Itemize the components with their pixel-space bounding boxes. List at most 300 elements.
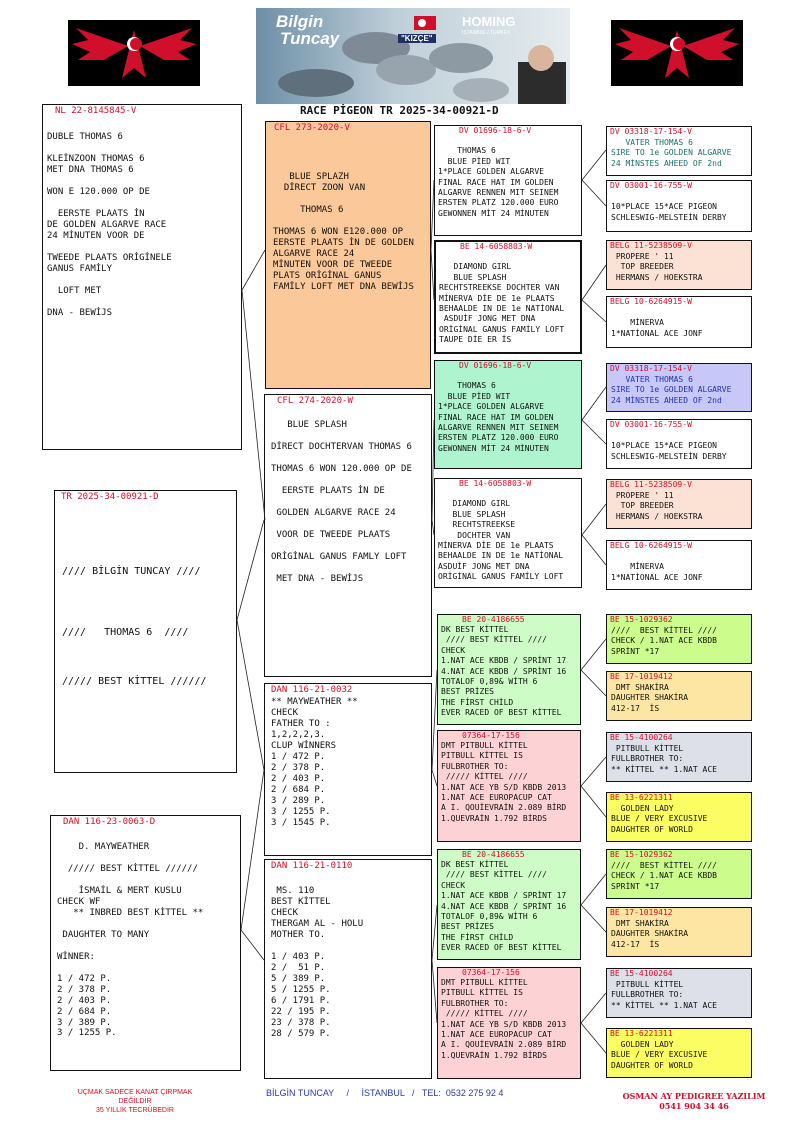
text-line: MİNERVA bbox=[611, 562, 664, 572]
gen4-text bbox=[611, 861, 717, 892]
text-line: EERSTE PLAATS İN bbox=[47, 208, 145, 219]
text-line: ** INBRED BEST KİTTEL ** bbox=[57, 907, 204, 918]
text-line: 2 / 403 P. bbox=[57, 995, 112, 1006]
gen4-ring: BELG 10-6264915-W bbox=[610, 297, 692, 306]
text-line: BLUE PİED WIT bbox=[438, 391, 511, 401]
text-line bbox=[611, 192, 727, 202]
text-line: SIRE TO 1e GOLDEN ALGARVE bbox=[611, 148, 732, 158]
top-left-card bbox=[42, 104, 242, 450]
gen4-card bbox=[606, 968, 752, 1018]
text-line: EVER RACED OF BEST KİTTEL bbox=[441, 708, 562, 718]
text-line: DMT SHAKİRA bbox=[611, 919, 669, 928]
connector-line bbox=[241, 930, 264, 960]
text-line bbox=[62, 664, 207, 676]
gen4-card bbox=[606, 180, 752, 232]
text-line bbox=[271, 453, 412, 464]
text-line bbox=[47, 275, 172, 286]
text-line: THOMAS 6 bbox=[273, 204, 344, 215]
text-line: ///// BEST KİTTEL ////// bbox=[62, 675, 207, 687]
gen3-card bbox=[437, 614, 581, 725]
gen4-text bbox=[611, 431, 727, 462]
text-line bbox=[438, 371, 558, 381]
dam-text bbox=[271, 409, 412, 585]
text-line: DİRECT ZOON VAN bbox=[273, 182, 366, 193]
text-line: ** MAYWEATHER ** bbox=[271, 697, 358, 707]
gen4-ring: BE 15-4100264 bbox=[610, 733, 673, 742]
footer-left bbox=[60, 1089, 210, 1115]
footer-contact: BİLGİN TUNCAY / İSTANBUL / TEL: 0532 275 92 4 bbox=[266, 1088, 504, 1098]
text-line bbox=[62, 615, 207, 627]
text-line bbox=[271, 875, 363, 886]
text-line: PROPERE ' 11 bbox=[611, 491, 674, 500]
text-line: 1.NAT ACE KBDB / SPRİNT 17 bbox=[441, 656, 567, 666]
top-left-text bbox=[47, 132, 172, 318]
sd-ring: DAN 116-21-0110 bbox=[271, 861, 353, 871]
gen4-ring: BELG 11-5238509-V bbox=[610, 241, 692, 250]
text-line: MET DNA THOMAS 6 bbox=[47, 164, 134, 175]
text-line: FINAL RACE HAT IM GOLDEN bbox=[438, 412, 554, 422]
connector-line bbox=[581, 639, 606, 670]
text-line: FULLBROTHER TO: bbox=[611, 990, 684, 1000]
connector-line bbox=[237, 520, 264, 620]
gen4-ring: BE 13-6221311 bbox=[610, 793, 673, 802]
text-line: 6 / 1791 P. bbox=[271, 995, 331, 1006]
page-title: RACE PİGEON TR 2025-34-00921-D bbox=[300, 104, 499, 117]
text-line: MS. 110 bbox=[271, 885, 315, 896]
text-line: DAUGHTER SHAKİRA bbox=[611, 693, 689, 703]
gen4-text bbox=[611, 138, 731, 169]
text-line: CHECK bbox=[441, 880, 466, 890]
text-line: 1.NAT ACE EUROPACUP CAT bbox=[441, 1029, 552, 1039]
gen3-text bbox=[441, 741, 566, 824]
text-line: 2 / 684 P. bbox=[271, 784, 326, 795]
gen4-ring: BELG 10-6264915-W bbox=[610, 541, 692, 550]
connector-line bbox=[581, 905, 606, 932]
connector-line bbox=[237, 620, 264, 770]
text-line: DMT PITBULL KİTTEL bbox=[441, 741, 528, 750]
text-line: FATHER TO : bbox=[271, 718, 331, 729]
text-line: MİNERVA DİE DE 1e PLAATS bbox=[438, 540, 554, 550]
text-line bbox=[271, 941, 363, 952]
gen4-card bbox=[606, 792, 752, 842]
dam-card bbox=[264, 394, 432, 677]
text-line: THE FİRST CHİLD bbox=[441, 932, 514, 942]
text-line: 1*PLACE GOLDEN ALGARVE bbox=[438, 167, 544, 177]
gen4-card bbox=[606, 1028, 752, 1078]
right-eagle-emblem bbox=[611, 20, 743, 86]
gen4-ring: BELG 11-5238509-V bbox=[610, 480, 692, 489]
gen3-card bbox=[437, 849, 581, 960]
text-line: 1.QUEVRAİN 1.792 BİRDS bbox=[441, 813, 547, 823]
connector-line bbox=[581, 757, 606, 786]
text-line: ///// KİTTEL //// bbox=[441, 1009, 528, 1019]
text-line bbox=[273, 216, 414, 227]
text-line: MİNERVA DİE DE 1e PLAATS bbox=[439, 293, 555, 303]
text-line bbox=[47, 143, 172, 154]
text-line: GANUS FAMİLY bbox=[47, 263, 113, 274]
text-line: BLUE SPLASH bbox=[439, 272, 507, 282]
gen3-text bbox=[441, 978, 566, 1061]
text-line: A I. QOUİEVRAİN 2.089 BİRD bbox=[441, 803, 567, 813]
text-line: THE FİRST CHİLD bbox=[441, 697, 514, 707]
gen3-text bbox=[441, 860, 566, 954]
text-line: 24 MİNSTES AHEED OF 2nd bbox=[611, 158, 722, 168]
text-line: PITBULL KİTTEL IS bbox=[441, 751, 523, 761]
text-line: HERMANS / HOEKSTRA bbox=[611, 272, 703, 282]
text-line: TAUPE DİE ER İS bbox=[439, 335, 512, 345]
text-line bbox=[439, 252, 564, 262]
text-line bbox=[438, 489, 563, 499]
text-line: //// BEST KİTTEL //// bbox=[441, 635, 547, 645]
gen4-text bbox=[611, 1040, 707, 1071]
footer-left-line2: DEĞİLDİR bbox=[118, 1097, 152, 1105]
text-line: DE GOLDEN ALGARVE RACE bbox=[47, 219, 167, 230]
text-line: 2 / 378 P. bbox=[271, 762, 326, 773]
gen4-card bbox=[606, 363, 752, 412]
gen4-card bbox=[606, 296, 752, 348]
text-line: GOLDEN LADY bbox=[611, 1040, 674, 1049]
text-line: 2 / 684 P. bbox=[57, 1006, 112, 1017]
text-line bbox=[438, 136, 558, 146]
text-line: 1.NAT ACE YB S/D KBDB 2013 bbox=[441, 782, 567, 792]
gen3-card bbox=[434, 240, 582, 354]
text-line: 1.QUEVRAİN 1.792 BİRDS bbox=[441, 1050, 547, 1060]
text-line: CLUP WİNNERS bbox=[271, 740, 337, 751]
text-line: 1.NAT ACE KBDB / SPRİNT 17 bbox=[441, 891, 567, 901]
text-line: ASDUİF JONG MET DNA bbox=[438, 561, 530, 571]
connector-line bbox=[581, 786, 606, 817]
connector-line bbox=[582, 535, 606, 565]
banner-name-last: Tuncay bbox=[280, 29, 340, 48]
text-line: ORİGİNAL GANUS FAMİLY LOFT bbox=[438, 572, 564, 582]
text-line: //// BEST KİTTEL //// bbox=[611, 626, 717, 635]
connector-line bbox=[582, 387, 606, 420]
connector-line bbox=[242, 290, 265, 520]
text-line: RECHTSTREEKSE bbox=[438, 520, 516, 530]
text-line: CHECK / 1.NAT ACE KBDB bbox=[611, 636, 717, 646]
main-pigeon-card bbox=[54, 490, 237, 773]
gen4-ring: BE 15-4100264 bbox=[610, 969, 673, 978]
connector-line bbox=[241, 770, 264, 930]
text-line: //// BEST KİTTEL //// bbox=[441, 870, 547, 880]
gen4-text bbox=[611, 491, 703, 522]
gen4-ring: DV 03001-16-755-W bbox=[610, 181, 692, 190]
text-line: THERGAM AL - HOLU bbox=[271, 918, 364, 929]
gen4-ring: BE 17-1019412 bbox=[610, 908, 673, 917]
gen4-card bbox=[606, 240, 752, 290]
text-line: FAMİLY LOFT MET DNA BEWİJS bbox=[273, 281, 414, 292]
text-line bbox=[271, 519, 412, 530]
text-line: VATER THOMAS 6 bbox=[611, 138, 693, 147]
text-line bbox=[62, 639, 207, 651]
text-line: BLUE / VERY EXCUSIVE bbox=[611, 814, 708, 824]
text-line: DOCHTER VAN bbox=[438, 530, 511, 540]
text-line: BEST PRİZES bbox=[441, 687, 494, 697]
text-line: //// BEST KİTTEL //// bbox=[611, 861, 717, 870]
banner-homing: HOMING bbox=[462, 14, 516, 29]
text-line bbox=[611, 552, 703, 562]
text-line bbox=[271, 541, 412, 552]
text-line: SPRİNT *17 bbox=[611, 881, 660, 891]
text-line bbox=[273, 194, 414, 205]
dam-bottom-text bbox=[57, 842, 203, 1039]
text-line bbox=[47, 176, 172, 187]
eagle-icon bbox=[68, 20, 200, 86]
text-line bbox=[47, 242, 172, 253]
text-line: VOOR DE TWEEDE PLAATS bbox=[271, 529, 391, 540]
banner-subtitle: ISTANBUL / TURKEY bbox=[462, 30, 511, 36]
text-line bbox=[271, 497, 412, 508]
text-line bbox=[271, 563, 412, 574]
text-line: CHECK bbox=[441, 645, 466, 655]
text-line: //// THOMAS 6 //// bbox=[62, 626, 189, 638]
text-line: 1*PLACE GOLDEN ALGARVE bbox=[438, 402, 544, 412]
text-line: FULLBROTHER TO: bbox=[611, 754, 684, 764]
gen4-card bbox=[606, 671, 752, 721]
gen4-ring: BE 15-1029362 bbox=[610, 615, 673, 624]
text-line: FINAL RACE HAT IM GOLDEN bbox=[438, 177, 554, 187]
gen3-ring: DV 01696-18-6-V bbox=[459, 361, 532, 370]
text-line: DAUGHTER TO MANY bbox=[57, 929, 150, 940]
text-line: 3 / 289 P. bbox=[271, 795, 326, 806]
text-line: SIRE TO 1e GOLDEN ALGARVE bbox=[611, 385, 732, 395]
text-line: ASDUİF JONG MET DNA bbox=[439, 314, 536, 324]
footer-left-line3: 35 YILLIK TECRÜBEDİR bbox=[96, 1106, 174, 1114]
gen4-text bbox=[611, 626, 717, 657]
text-line: A I. QOUİEVRAİN 2.089 BİRD bbox=[441, 1040, 567, 1050]
gen3-ring: BE 20-4186655 bbox=[462, 615, 525, 624]
gen3-card bbox=[437, 730, 581, 842]
sire-text bbox=[273, 150, 414, 293]
text-line: BLUE SPLAZH bbox=[273, 171, 349, 182]
gen3-text bbox=[439, 252, 564, 346]
gen3-ring: BE 14-6058803-W bbox=[460, 242, 533, 251]
text-line: 23 / 378 P. bbox=[271, 1017, 331, 1028]
text-line: PITBULL KİTTEL bbox=[611, 744, 684, 753]
text-line: BEST KİTTEL bbox=[271, 896, 331, 907]
gen4-text bbox=[611, 919, 688, 950]
text-line: VATER THOMAS 6 bbox=[611, 375, 693, 384]
text-line: 1,2,2,2,3. bbox=[271, 729, 326, 740]
text-line: ERSTEN PLATZ 120.000 EURO bbox=[438, 433, 559, 443]
text-line: 4.NAT ACE KBDB / SPRİNT 16 bbox=[441, 901, 567, 911]
text-line: DİRECT DOCHTERVAN THOMAS 6 bbox=[271, 441, 412, 452]
gen3-ring: BE 14-6058803-W bbox=[459, 479, 532, 488]
text-line: 3 / 1545 P. bbox=[271, 817, 331, 828]
text-line: THOMAS 6 WON 120.000 OP DE bbox=[271, 463, 412, 474]
text-line: ** KİTTEL ** 1.NAT ACE bbox=[611, 764, 717, 774]
text-line: GOLDEN ALGARVE RACE 24 bbox=[271, 507, 396, 518]
text-line bbox=[271, 431, 412, 442]
text-line: PITBULL KİTTEL bbox=[611, 980, 684, 989]
text-line: BEHAALDE IN DE 1e NATİONAL bbox=[439, 303, 565, 313]
text-line: DAUGHTER SHAKİRA bbox=[611, 929, 689, 939]
text-line: 2 / 403 P. bbox=[271, 773, 326, 784]
text-line bbox=[47, 297, 172, 308]
text-line: PITBULL KİTTEL IS bbox=[441, 988, 523, 998]
gen4-ring: DV 03001-16-755-W bbox=[610, 420, 692, 429]
gen4-card bbox=[606, 907, 752, 957]
connector-line bbox=[581, 993, 606, 1023]
footer-right bbox=[606, 1091, 782, 1111]
text-line: ///// BEST KİTTEL ////// bbox=[57, 863, 198, 874]
text-line: 1 / 472 P. bbox=[57, 973, 112, 984]
text-line bbox=[611, 308, 703, 318]
banner-name-first: Bilgin bbox=[276, 12, 324, 31]
left-eagle-emblem bbox=[68, 20, 200, 86]
gen4-text bbox=[611, 252, 703, 283]
ss-ring: DAN 116-21-0032 bbox=[271, 685, 353, 695]
gen4-text bbox=[611, 308, 703, 339]
footer-right-line1: OSMAN AY PEDIGREE YAZILIM bbox=[622, 1091, 766, 1101]
gen3-card bbox=[434, 478, 582, 588]
text-line: 2 / 378 P. bbox=[57, 984, 112, 995]
main-text bbox=[62, 566, 207, 688]
dam-ring: CFL 274-2020-W bbox=[277, 396, 353, 406]
text-line: FULBROTHER TO: bbox=[441, 998, 509, 1008]
text-line: CHECK bbox=[271, 907, 299, 918]
sd-text bbox=[271, 875, 363, 1040]
gen3-card bbox=[434, 125, 582, 236]
connector-line bbox=[242, 250, 265, 290]
gen4-card bbox=[606, 849, 752, 899]
gen4-ring: BE 15-1029362 bbox=[610, 850, 673, 859]
text-line: //// BİLGİN TUNCAY //// bbox=[62, 566, 201, 577]
text-line: BLUE PİED WIT bbox=[438, 156, 511, 166]
gen3-text bbox=[438, 136, 558, 219]
text-line: KLEİNZOON THOMAS 6 bbox=[47, 153, 145, 164]
connector-line bbox=[582, 180, 606, 206]
gen4-ring: BE 17-1019412 bbox=[610, 672, 673, 681]
gen4-text bbox=[611, 804, 707, 835]
main-ring: TR 2025-34-00921-D bbox=[61, 492, 159, 502]
text-line: 10*PLACE 15*ACE PIGEON bbox=[611, 441, 717, 451]
text-line: SCHLESWIG-MELSTEİN DERBY bbox=[611, 212, 727, 222]
gen4-text bbox=[611, 744, 717, 775]
text-line: EERSTE PLAATS İN DE bbox=[271, 485, 385, 496]
text-line bbox=[273, 150, 414, 161]
text-line: DAUGHTER OF WORLD bbox=[611, 824, 693, 834]
dam-of-dam-card bbox=[264, 859, 432, 1079]
text-line bbox=[57, 963, 203, 974]
gen4-card bbox=[606, 614, 752, 664]
gen4-card bbox=[606, 479, 752, 529]
text-line bbox=[47, 198, 172, 209]
text-line: DMT PITBULL KİTTEL bbox=[441, 978, 528, 987]
footer-left-line1: UÇMAK SADECE KANAT ÇIRPMAK bbox=[77, 1089, 193, 1096]
text-line: FULBROTHER TO: bbox=[441, 761, 509, 771]
text-line bbox=[273, 161, 414, 172]
text-line: THOMAS 6 bbox=[438, 381, 496, 391]
text-line: CHECK WF bbox=[57, 896, 101, 907]
text-line: CHECK / 1.NAT ACE KBDB bbox=[611, 871, 717, 881]
top-left-ring: NL 22-8145845-V bbox=[55, 106, 137, 116]
gen4-text bbox=[611, 683, 688, 714]
text-line: LOFT MET bbox=[47, 285, 102, 296]
text-line: MET DNA - BEWİJS bbox=[271, 573, 364, 584]
text-line bbox=[62, 578, 207, 590]
banner-kizce: "KIZÇE" bbox=[398, 34, 436, 43]
text-line: DMT SHAKİRA bbox=[611, 683, 669, 692]
text-line: EERSTE PLAATS İN DE GOLDEN bbox=[273, 237, 414, 248]
text-line: 24 MİNSTES AHEED OF 2nd bbox=[611, 395, 722, 405]
dam-bottom-ring: DAN 116-23-0063-D bbox=[63, 817, 156, 827]
gen3-card bbox=[434, 360, 582, 469]
text-line: 4.NAT ACE KBDB / SPRİNT 16 bbox=[441, 666, 567, 676]
text-line: CHECK bbox=[271, 707, 299, 718]
sire-card bbox=[265, 121, 431, 389]
connector-line bbox=[582, 150, 606, 180]
text-line: ALGARVE RACE 24 bbox=[273, 248, 355, 259]
text-line: DK BEST KİTTEL bbox=[441, 625, 509, 634]
text-line: 3 / 1255 P. bbox=[271, 806, 331, 817]
gen4-text bbox=[611, 980, 717, 1011]
gen3-text bbox=[438, 371, 558, 454]
text-line: THOMAS 6 WON E120.000 OP bbox=[273, 226, 404, 237]
text-line bbox=[271, 409, 412, 420]
gen4-ring: BE 13-6221311 bbox=[610, 1029, 673, 1038]
gen4-text bbox=[611, 552, 703, 583]
text-line: TOTALOF 0,89& WİTH 6 bbox=[441, 676, 538, 686]
connector-line bbox=[582, 265, 606, 300]
gen4-text bbox=[611, 192, 727, 223]
text-line: BLUE SPLASH bbox=[271, 419, 347, 430]
text-line: GEWONNEN MİT 24 MİNUTEN bbox=[438, 208, 549, 218]
text-line: 22 / 195 P. bbox=[271, 1006, 331, 1017]
text-line: 28 / 579 P. bbox=[271, 1028, 331, 1039]
text-line: SCHLESWIG-MELSTEİN DERBY bbox=[611, 451, 727, 461]
text-line: TOTALOF 0,89& WİTH 6 bbox=[441, 911, 538, 921]
text-line: MOTHER TO. bbox=[271, 929, 326, 940]
gen4-card bbox=[606, 540, 752, 590]
text-line: ORİGİNAL GANUS FAMLY LOFT bbox=[271, 551, 407, 562]
text-line: DIAMOND GIRL bbox=[438, 499, 511, 509]
text-line: 5 / 1255 P. bbox=[271, 984, 331, 995]
gen4-ring: DV 03318-17-154-V bbox=[610, 127, 692, 136]
text-line: TWEEDE PLAATS ORİGİNELE bbox=[47, 252, 172, 263]
text-line: 2 / 51 P. bbox=[271, 962, 326, 973]
text-line: 1 / 472 P. bbox=[271, 751, 326, 762]
text-line: 1.NAT ACE EUROPACUP CAT bbox=[441, 792, 552, 802]
text-line: THOMAS 6 bbox=[438, 146, 496, 156]
gen3-text bbox=[441, 625, 566, 719]
text-line: GOLDEN LADY bbox=[611, 804, 674, 813]
gen4-card bbox=[606, 126, 752, 176]
gen3-ring: BE 20-4186655 bbox=[462, 850, 525, 859]
text-line: DAUGHTER OF WORLD bbox=[611, 1060, 693, 1070]
ss-text bbox=[271, 697, 358, 829]
text-line bbox=[271, 475, 412, 486]
text-line: ORİGİNAL GANUS FAMİLY LOFT bbox=[439, 324, 565, 334]
text-line: 10*PLACE 15*ACE PIGEON bbox=[611, 202, 717, 212]
text-line: HERMANS / HOEKSTRA bbox=[611, 511, 703, 521]
text-line bbox=[62, 590, 207, 602]
text-line bbox=[57, 853, 203, 864]
text-line: BLUE SPLASH bbox=[438, 509, 506, 519]
gen4-text bbox=[611, 375, 731, 406]
gen4-card bbox=[606, 732, 752, 782]
text-line: 3 / 1255 P. bbox=[57, 1028, 117, 1039]
text-line: 412-17 İS bbox=[611, 939, 660, 949]
text-line: İSMAİL & MERT KUSLU bbox=[57, 885, 182, 896]
dam-bottom-card bbox=[50, 815, 241, 1071]
text-line bbox=[62, 651, 207, 663]
text-line: GEWONNEN MİT 24 MİNUTEN bbox=[438, 443, 549, 453]
text-line: MİNUTEN VOOR DE TWEEDE bbox=[273, 259, 393, 270]
gen4-card bbox=[606, 419, 752, 469]
text-line: MİNERVA bbox=[611, 318, 664, 328]
header-banner bbox=[256, 8, 570, 104]
